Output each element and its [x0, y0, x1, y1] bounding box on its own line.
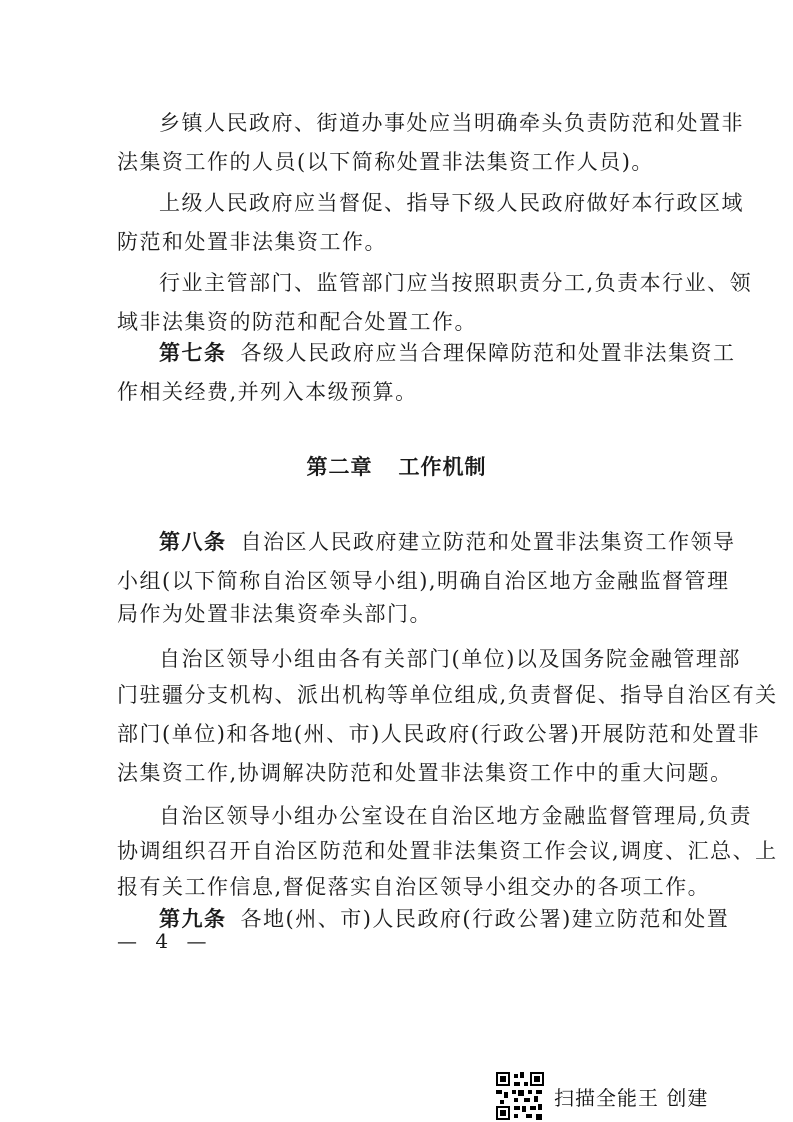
text-line: 局作为处置非法集资牵头部门。 [117, 602, 432, 626]
text-line: 域非法集资的防范和配合处置工作。 [117, 310, 477, 334]
text-line: 自治区领导小组办公室设在自治区地方金融监督管理局,负责 [159, 804, 753, 828]
article-8-heading: 第八条 [159, 530, 227, 554]
text-line: 作相关经费,并列入本级预算。 [117, 380, 418, 404]
text-span: 各地(州、市)人民政府(行政公署)建立防范和处置 [240, 907, 730, 931]
text-line: 法集资工作的人员(以下简称处置非法集资工作人员)。 [117, 150, 654, 174]
article-9-heading: 第九条 [159, 907, 227, 931]
scanner-watermark [496, 1064, 708, 1122]
text-line: 小组(以下简称自治区领导小组),明确自治区地方金融监督管理 [117, 569, 730, 593]
article-9-line [159, 906, 730, 932]
text-line: 行业主管部门、监管部门应当按照职责分工,负责本行业、领 [159, 271, 753, 295]
text-span: 各级人民政府应当合理保障防范和处置非法集资工 [240, 341, 736, 365]
text-span: 自治区人民政府建立防范和处置非法集资工作领导 [240, 530, 736, 554]
page-number: — 4 — [117, 929, 213, 953]
text-line: 乡镇人民政府、街道办事处应当明确牵头负责防范和处置非 [159, 111, 744, 135]
chapter-title: 工作机制 [398, 455, 487, 479]
article-7-heading: 第七条 [159, 341, 227, 365]
article-7-line [159, 340, 736, 366]
text-line: 部门(单位)和各地(州、市)人民政府(行政公署)开展防范和处置非 [117, 722, 761, 746]
chapter-heading [0, 454, 793, 480]
text-line: 上级人民政府应当督促、指导下级人民政府做好本行政区域 [159, 191, 744, 215]
text-line: 自治区领导小组由各有关部门(单位)以及国务院金融管理部 [159, 647, 741, 671]
text-line: 协调组织召开自治区防范和处置非法集资工作会议,调度、汇总、上 [117, 839, 778, 863]
text-line: 法集资工作,协调解决防范和处置非法集资工作中的重大问题。 [117, 761, 733, 785]
chapter-number: 第二章 [306, 455, 373, 479]
scanner-label: 扫描全能王 创建 [554, 1085, 709, 1110]
text-line: 防范和处置非法集资工作。 [117, 230, 387, 254]
qr-code-icon [496, 1072, 544, 1120]
text-line: 报有关工作信息,督促落实自治区领导小组交办的各项工作。 [117, 875, 711, 899]
text-line: 门驻疆分支机构、派出机构等单位组成,负责督促、指导自治区有关 [117, 683, 778, 707]
article-8-line [159, 529, 736, 555]
